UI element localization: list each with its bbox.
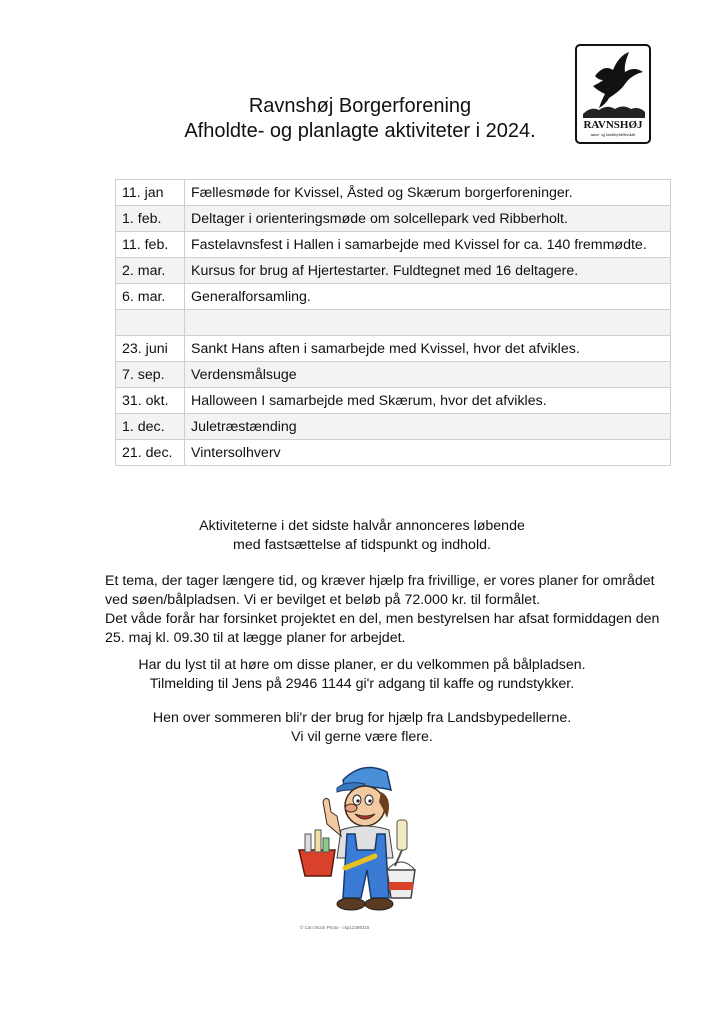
notice-text xyxy=(100,517,624,555)
summer-line: Vi vil gerne være flere. xyxy=(291,729,433,745)
invite-line: Tilmelding til Jens på 2946 1144 gi'r adgang til kaffe og rundstykker. xyxy=(149,676,575,692)
page-subtitle: Afholdte- og planlagte aktiviteter i 2024. xyxy=(184,120,536,142)
notice-line: Aktiviteterne i det sidste halvår annonceres løbende xyxy=(199,518,525,534)
invite-line: Har du lyst til at høre om disse planer, er du velkommen på bålpladsen. xyxy=(138,657,586,673)
activity-description: Verdensmålsuge xyxy=(185,362,671,388)
activity-row xyxy=(116,440,671,466)
activity-date: 1. feb. xyxy=(116,206,185,232)
activity-description: Sankt Hans aften i samarbejde med Kvissel, hvor det afvikles. xyxy=(185,336,671,362)
activity-description xyxy=(185,310,671,336)
activity-row xyxy=(116,414,671,440)
notice-line: med fastsættelse af tidspunkt og indhold. xyxy=(233,537,491,553)
activity-description: Generalforsamling. xyxy=(185,284,671,310)
activity-description: Halloween I samarbejde med Skærum, hvor det afvikles. xyxy=(185,388,671,414)
summer-line: Hen over sommeren bli'r der brug for hjælp fra Landsbypedellerne. xyxy=(152,710,572,726)
activity-description: Fællesmøde for Kvissel, Åsted og Skærum borgerforeninger. xyxy=(185,180,671,206)
activity-row xyxy=(116,310,671,336)
activity-description: Juletræstænding xyxy=(185,414,671,440)
activity-row xyxy=(116,232,671,258)
activity-date: 2. mar. xyxy=(116,258,185,284)
activities-table xyxy=(115,179,671,466)
activity-date: 31. okt. xyxy=(116,388,185,414)
handyman-illustration xyxy=(275,758,445,928)
activity-date: 6. mar. xyxy=(116,284,185,310)
project-line: 25. maj kl. 09.30 til at lægge planer for arbejdet. xyxy=(105,630,406,646)
activity-row xyxy=(116,336,671,362)
activity-date: 21. dec. xyxy=(116,440,185,466)
project-line: Det våde forår har forsinket projektet en del, men bestyrelsen har afsat formiddagen den xyxy=(105,611,660,627)
activity-date xyxy=(116,310,185,336)
logo-brand: RAVNSHØJ xyxy=(583,119,643,131)
activity-date: 23. juni xyxy=(116,336,185,362)
project-paragraph xyxy=(105,572,665,648)
activity-row xyxy=(116,284,671,310)
logo-tagline: natur- og landsbyfællesskab xyxy=(590,132,636,137)
activity-date: 7. sep. xyxy=(116,362,185,388)
activity-row xyxy=(116,258,671,284)
activity-description: Deltager i orienteringsmøde om solcellepark ved Ribberholt. xyxy=(185,206,671,232)
activity-row xyxy=(116,206,671,232)
activity-row xyxy=(116,180,671,206)
project-line: Et tema, der tager længere tid, og kræver hjælp fra frivillige, er vores planer for området xyxy=(105,573,655,589)
image-credit: © Can Stock Photo - csp12398316 xyxy=(300,925,370,930)
activity-row xyxy=(116,388,671,414)
page-title: Ravnshøj Borgerforening xyxy=(248,95,472,117)
activity-date: 11. jan xyxy=(116,180,185,206)
activity-row xyxy=(116,362,671,388)
summer-text xyxy=(100,709,624,747)
invite-text xyxy=(100,656,624,694)
activity-description: Fastelavnsfest i Hallen i samarbejde med Kvissel for ca. 140 fremmødte. xyxy=(185,232,671,258)
activity-date: 1. dec. xyxy=(116,414,185,440)
project-line: ved søen/bålpladsen. Vi er bevilget et beløb på 72.000 kr. til formålet. xyxy=(105,592,541,608)
activity-description: Vintersolhverv xyxy=(185,440,671,466)
activity-description: Kursus for brug af Hjertestarter. Fuldtegnet med 16 deltagere. xyxy=(185,258,671,284)
activity-date: 11. feb. xyxy=(116,232,185,258)
